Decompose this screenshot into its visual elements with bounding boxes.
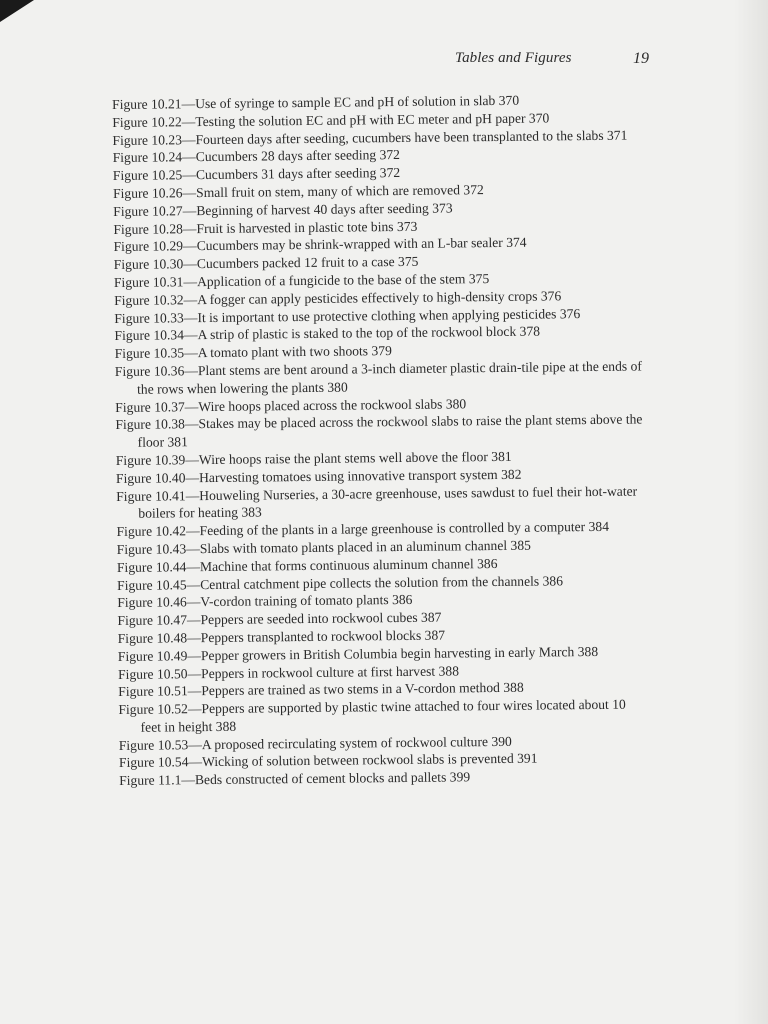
figure-entry: Figure 10.43—Slabs with tomato plants placed in an aluminum channel 385: [116, 537, 531, 557]
figure-entry: Figure 10.45—Central catchment pipe collects the solution from the channels 386: [117, 572, 564, 593]
figure-entry: Figure 10.23—Fourteen days after seeding, cucumbers have been transplanted to the slabs 371: [112, 127, 628, 148]
figure-entry: Figure 10.22—Testing the solution EC and pH with EC meter and pH paper 370: [112, 110, 550, 130]
figure-entry: Figure 10.53—A proposed recirculating system of rockwool culture 390: [118, 733, 512, 753]
figure-entry: Figure 10.38—Stakes may be placed across the rockwool slabs to raise the plant stems above the floor 381: [115, 411, 643, 450]
figure-entry: Figure 10.24—Cucumbers 28 days after seeding 372: [112, 147, 401, 166]
figure-entry: Figure 11.1—Beds constructed of cement blocks and pallets 399: [119, 769, 471, 789]
figure-entry: Figure 10.21—Use of syringe to sample EC and pH of solution in slab 370: [112, 92, 520, 112]
scan-corner-shadow: [0, 0, 34, 22]
figure-entry: Figure 10.51—Peppers are trained as two stems in a V-cordon method 388: [118, 680, 524, 700]
figure-entry: Figure 10.48—Peppers transplanted to rockwool blocks 387: [117, 627, 446, 646]
figure-entry: Figure 10.39—Wire hoops raise the plant stems well above the floor 381: [115, 448, 512, 468]
figure-entry: Figure 10.46—V-cordon training of tomato plants 386: [117, 592, 413, 611]
figure-entry: Figure 10.32—A fogger can apply pesticides effectively to high-density crops 376: [114, 288, 562, 308]
figure-entry: Figure 10.42—Feeding of the plants in a large greenhouse is controlled by a computer 384: [116, 518, 610, 540]
figure-entry: Figure 10.37—Wire hoops placed across the rockwool slabs 380: [115, 395, 467, 415]
figure-entry: Figure 10.52—Peppers are supported by plastic twine attached to four wires located about 10 feet in height 388: [118, 696, 626, 735]
figure-entry: Figure 10.29—Cucumbers may be shrink-wrapped with an L-bar sealer 374: [113, 235, 527, 255]
figure-entry: Figure 10.49—Pepper growers in British Columbia begin harvesting in early March 388: [117, 643, 599, 664]
figure-entry: Figure 10.54—Wicking of solution between rockwool slabs is prevented 391: [118, 751, 538, 771]
figure-entry: Figure 10.36—Plant stems are bent around a 3-inch diameter plastic drain-tile pipe at the ends of the rows when lowering the plants 380: [114, 358, 642, 397]
page-number: 19: [633, 50, 649, 67]
figure-entry: Figure 10.33—It is important to use protective clothing when applying pesticides 376: [114, 305, 581, 326]
figure-entry: Figure 10.44—Machine that forms continuous aluminum channel 386: [116, 555, 498, 575]
page-edge-shadow: [734, 0, 768, 1024]
figure-list: [112, 90, 649, 790]
figure-entry: Figure 10.40—Harvesting tomatoes using innovative transport system 382: [115, 466, 522, 486]
figure-entry: Figure 10.28—Fruit is harvested in plastic tote bins 373: [113, 218, 418, 237]
figure-entry: Figure 10.34—A strip of plastic is staked to the top of the rockwool block 378: [114, 323, 541, 344]
figure-entry: Figure 10.50—Peppers in rockwool culture at first harvest 388: [117, 662, 460, 682]
figure-entry: Figure 10.30—Cucumbers packed 12 fruit to a case 375: [113, 253, 419, 273]
running-head: [455, 50, 655, 70]
figure-entry: Figure 10.35—A tomato plant with two shoots 379: [114, 343, 392, 362]
running-head-title: Tables and Figures: [455, 50, 572, 66]
figure-entry: Figure 10.31—Application of a fungicide to the base of the stem 375: [113, 271, 490, 290]
figure-entry: Figure 10.26—Small fruit on stem, many of which are removed 372: [112, 182, 484, 201]
figure-entry: Figure 10.41—Houweling Nurseries, a 30-acre greenhouse, uses sawdust to fuel their hot-water boilers for heating 383: [116, 483, 638, 522]
figure-entry: Figure 10.47—Peppers are seeded into rockwool cubes 387: [117, 609, 442, 629]
figure-entry: Figure 10.25—Cucumbers 31 days after seeding 372: [112, 165, 401, 184]
figure-entry: Figure 10.27—Beginning of harvest 40 days after seeding 373: [113, 200, 453, 219]
